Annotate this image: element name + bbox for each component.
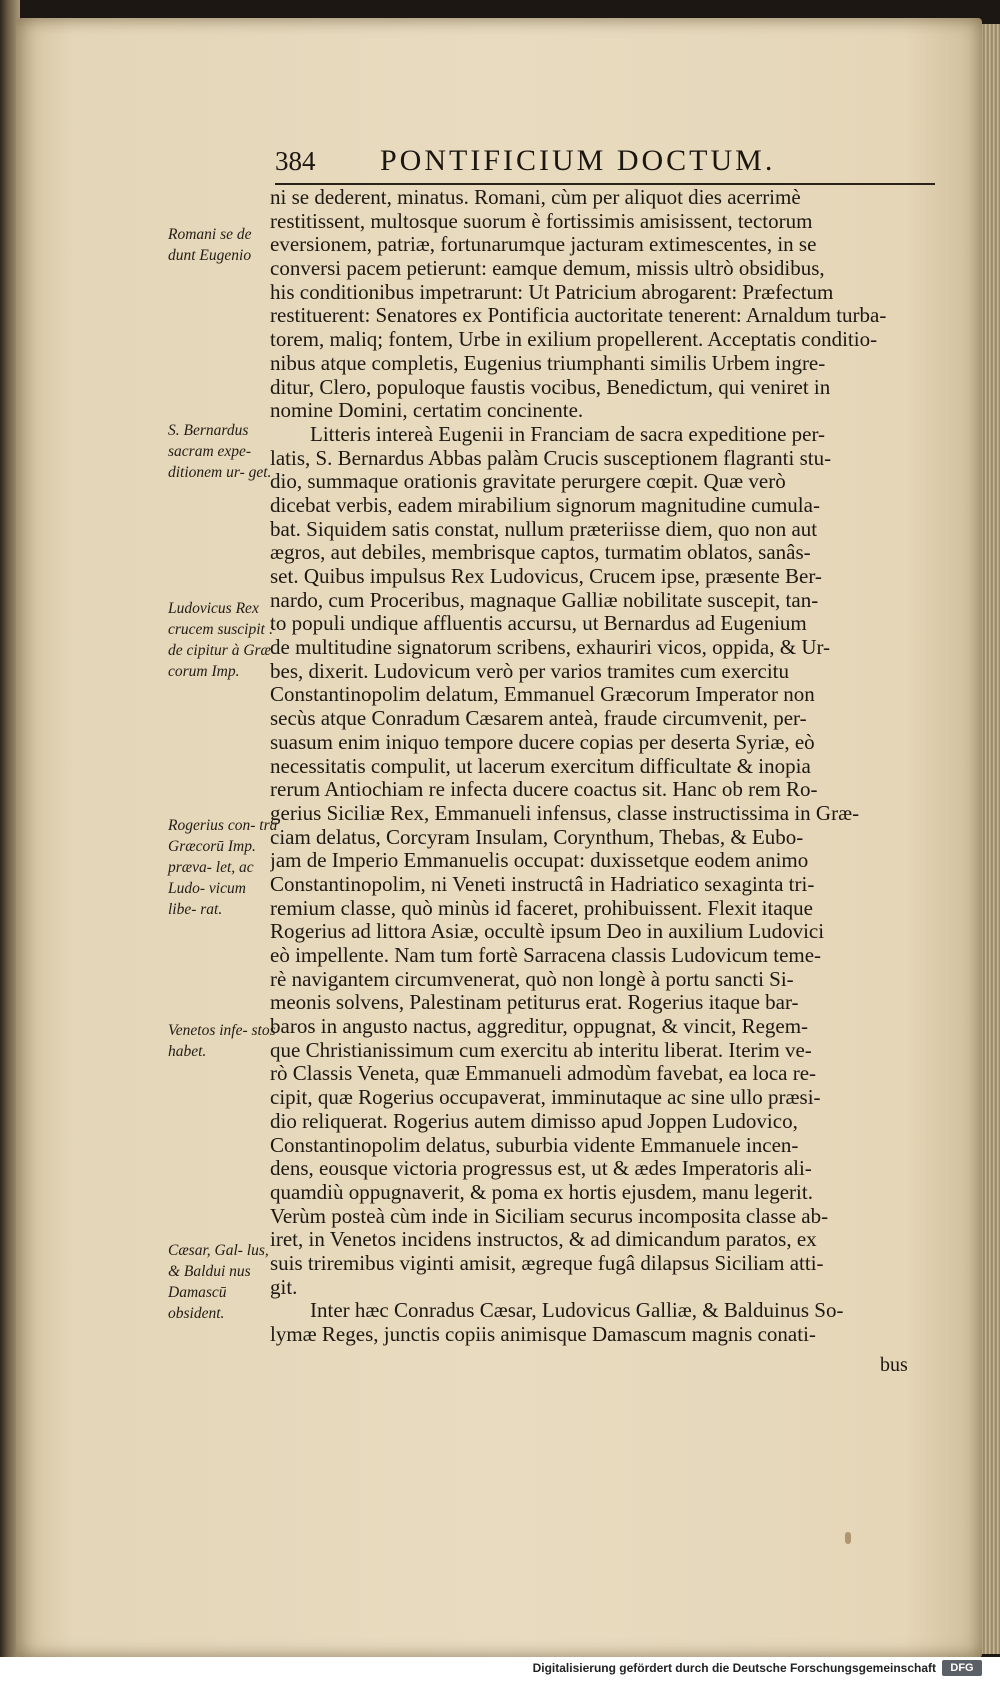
text-line: de multitudine signatorum scribens, exhauriri vicos, oppida, & Ur- bbox=[270, 636, 831, 660]
text-line: quamdiù oppugnaverit, & poma ex hortis ejusdem, manu legerit. bbox=[270, 1180, 813, 1204]
margin-note: Cæsar, Gal- lus, & Baldui nus Damascū obsident. bbox=[168, 1242, 269, 1322]
text-line: bat. Siquidem satis constat, nullum præteriisse diem, quo non aut bbox=[270, 517, 818, 541]
text-line: ægros, aut debiles, membrisque captos, turmatim oblatos, sanâs- bbox=[270, 541, 811, 565]
text-line: restituerent: Senatores ex Pontificia auctoritate tenerent: Arnaldum turba- bbox=[270, 304, 887, 328]
text-line: gerius Siciliæ Rex, Emmanueli infensus, classe instructissima in Græ- bbox=[270, 801, 860, 825]
margin-note: Ludovicus Rex crucem suscipit : de cipitur à Græ corum Imp. bbox=[168, 600, 274, 680]
page-stack-edge bbox=[982, 24, 1000, 1654]
margin-note: Rogerius con- tra Græcorū Imp. præva- let, ac Ludo- vicum libe- rat. bbox=[168, 817, 278, 918]
text-line: rerum Antiochiam re infecta ducere coactus sit. Hanc ob rem Ro- bbox=[270, 778, 818, 802]
text-line: eversionem, patriæ, fortunarumque jacturam extimescentes, in se bbox=[270, 233, 817, 257]
text-line: git. bbox=[270, 1275, 298, 1299]
text-line: meonis solvens, Palestinam petiturus erat. Rogerius itaque bar- bbox=[270, 991, 799, 1015]
text-line: nomine Domini, certatim concinente. bbox=[270, 399, 584, 423]
text-line: lymæ Reges, junctis copiis animisque Damascum magnis conati- bbox=[270, 1323, 816, 1346]
text-line: ni se dederent, minatus. Romani, cùm per aliquot dies acerrimè bbox=[270, 186, 801, 209]
text-line: rè navigantem circumvenerat, quò non longè à portu sancti Si- bbox=[270, 967, 794, 991]
text-line: Constantinopolim delatum, Emmanuel Græcorum Imperator non bbox=[270, 683, 815, 707]
footer-bar bbox=[0, 1657, 1000, 1681]
margin-note: Romani se de dunt Eugenio bbox=[168, 226, 252, 264]
running-title: PONTIFICIUM DOCTUM. bbox=[380, 144, 776, 177]
text-line: Constantinopolim delatus, suburbia vidente Emmanuele incen- bbox=[270, 1133, 799, 1157]
text-line: iret, in Venetos incidens instructos, & ad dimicandum paratos, ex bbox=[270, 1228, 817, 1252]
text-line: restitissent, multosque suorum è fortissimis amisissent, tectorum bbox=[270, 209, 813, 233]
text-line: Litteris intereà Eugenii in Franciam de sacra expeditione per- bbox=[310, 422, 826, 446]
text-line: rò Classis Veneta, quæ Emmanueli admodùm favebat, ea loca re- bbox=[270, 1062, 817, 1086]
text-line: torem, maliq; fontem, Urbe in exilium propellerent. Acceptatis conditio- bbox=[270, 328, 878, 352]
text-line: Inter hæc Conradus Cæsar, Ludovicus Galliæ, & Balduinus So- bbox=[310, 1299, 844, 1323]
text-line: nardo, cum Proceribus, magnaque Galliæ nobilitate suscepit, tan- bbox=[270, 588, 819, 612]
dfg-logo: DFG bbox=[942, 1660, 982, 1676]
text-line: to populi undique affluentis accursu, ut Bernardus ad Eugenium bbox=[270, 612, 807, 636]
text-line: latis, S. Bernardus Abbas palàm Crucis susceptionem flagranti stu- bbox=[270, 446, 832, 470]
paper-stain bbox=[845, 1532, 851, 1544]
header-rule bbox=[275, 183, 935, 185]
page-header bbox=[275, 140, 935, 186]
text-line: jam de Imperio Emmanuelis occupat: duxissetque eodem animo bbox=[270, 849, 809, 873]
text-line: cipit, quæ Rogerius occupaverat, imminutaque ac sine ullo præsi- bbox=[270, 1086, 821, 1110]
text-line: dens, eousque victoria progressus est, ut & ædes Imperatoris ali- bbox=[270, 1157, 812, 1181]
text-line: suasum enim iniquo tempore ducere copias per deserta Syriæ, eò bbox=[270, 730, 815, 754]
text-line: conversi pacem petierunt: eamque demum, missis ultrò obsidibus, bbox=[270, 257, 825, 281]
text-line: que Christianissimum cum exercitu ab interitu liberat. Iterim ve- bbox=[270, 1038, 812, 1062]
text-line: ciam delatus, Corcyram Insulam, Corynthum, Thebas, & Eubo- bbox=[270, 825, 804, 849]
text-line: dio, summaque orationis gravitate perurgere cœpit. Quæ verò bbox=[270, 470, 786, 494]
margin-note: Venetos infe- stos habet. bbox=[168, 1022, 276, 1060]
text-line: Constantinopolim, ni Veneti instructâ in Hadriatico sexaginta tri- bbox=[270, 872, 815, 896]
text-line: eò impellente. Nam tum fortè Sarracena classis Ludovicum teme- bbox=[270, 944, 822, 967]
text-line: suis triremibus viginti amisit, ægreque fugâ dilapsus Siciliam atti- bbox=[270, 1251, 824, 1275]
text-line: his conditionibus impetrarunt: Ut Patricium abrogarent: Præfectum bbox=[270, 280, 834, 304]
text-line: set. Quibus impulsus Rex Ludovicus, Crucem ipse, præsente Ber- bbox=[270, 565, 822, 588]
text-line: baros in angusto nactus, aggreditur, oppugnat, & vincit, Regem- bbox=[270, 1015, 809, 1039]
text-line: dicebat verbis, eadem mirabilium signorum magnitudine cumula- bbox=[270, 493, 820, 517]
text-line: ditur, Clero, populoque faustis vocibus, Benedictum, qui veniret in bbox=[270, 375, 831, 399]
footer-credit: Digitalisierung gefördert durch die Deutsche Forschungsgemeinschaft bbox=[532, 1661, 936, 1675]
text-line: Verùm posteà cùm inde in Siciliam securus incomposita classe ab- bbox=[270, 1204, 829, 1228]
page-number: 384 bbox=[275, 146, 316, 176]
text-line: dio reliquerat. Rogerius autem dimisso apud Joppen Ludovico, bbox=[270, 1109, 798, 1133]
margin-note: S. Bernardus sacram expe- ditionem ur- get. bbox=[168, 422, 272, 481]
text-line: necessitatis compulit, ut lacerum exercitum difficultate & inopia bbox=[270, 754, 811, 778]
text-line: Rogerius ad littora Asiæ, occultè ipsum Deo in auxilium Ludovici bbox=[270, 920, 825, 944]
text-line: secùs atque Conradum Cæsarem anteà, fraude circumvenit, per- bbox=[270, 707, 807, 731]
catchword: bus bbox=[880, 1354, 908, 1376]
text-line: remium classe, quò minùs id faceret, prohibuissent. Flexit itaque bbox=[270, 896, 813, 920]
body-text bbox=[270, 186, 940, 1347]
text-line: nibus atque completis, Eugenius triumphanti similis Urbem ingre- bbox=[270, 351, 826, 375]
text-line: bes, dixerit. Ludovicum verò per varios tramites cum exercitu bbox=[270, 659, 790, 683]
